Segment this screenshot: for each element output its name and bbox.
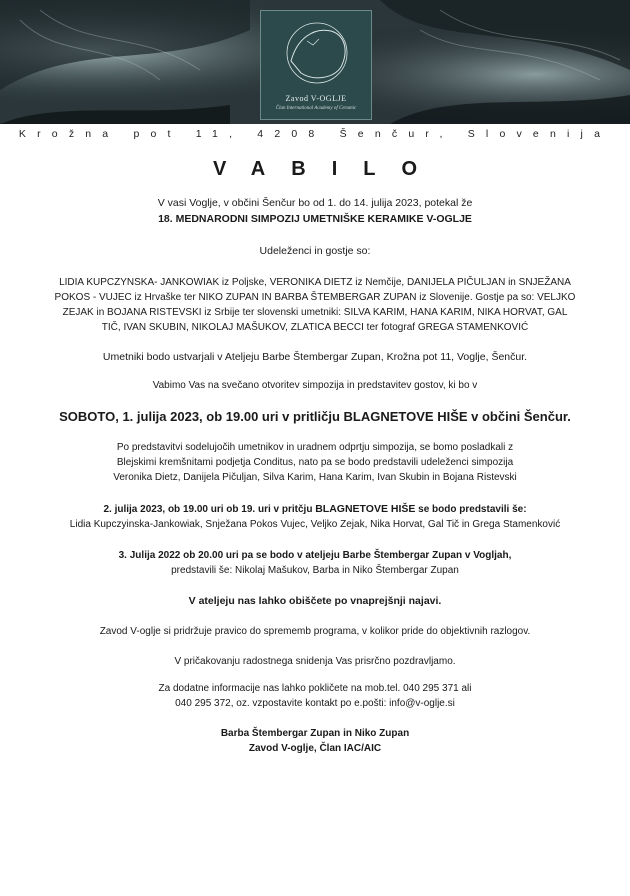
greeting: V pričakovanju radostnega snidenja Vas prisrčno pozdravljamo. [174,656,456,667]
address-line: Krožna pot 11, 4208 Šenčur, Slovenija [18,128,612,140]
day2-line-2: Lidia Kupczyinska-Jankowiak, Snježana Pokos Vujec, Veljko Zejak, Nika Horvat, Gal Tič in Grega Stamenković [69,519,561,530]
signature-line-2: Zavod V-oglje, Član IAC/AIC [248,743,382,754]
day2-venue: BLAGNETOVE HIŠE [315,503,416,515]
participants-line-2: POKOS - VUJEC iz Hrvaške ter NIKO ZUPAN IN BARBA ŠTEMBERGAR ZUPAN iz Slovenije. Gostje pa so: VELJKO [54,292,576,303]
day3-line-1: 3. Julija 2022 ob 20.00 uri pa se bodo v ateljeju Barbe Štembergar Zupan v Vogljah, [118,550,512,561]
day2-suffix: se bodo predstavili še: [415,504,527,515]
after-presentation-line-1: Po predstavitvi sodelujočih umetnikov in uradnem odprtju simpozija, se bomo posladkali z [116,442,514,453]
header-banner [0,0,630,124]
signature-line-1: Barba Štembergar Zupan in Niko Zupan [220,728,410,739]
rights-note: Zavod V-oglje si pridržuje pravico do sprememb programa, v kolikor pride do objektivnih razlogov. [99,626,531,637]
day2-date: 2. julija 2023, ob 19.00 uri ob 19. uri v pritčju [103,504,316,515]
zavod-v-oglje-logo [260,10,372,120]
atelier-info: Umetniki bodo ustvarjali v Ateljeju Barbe Štembergar Zupan, Krožna pot 11, Voglje, Šenčur. [102,351,528,363]
after-presentation-line-3: Veronika Dietz, Danijela Pičuljan, Silva Karim, Hana Karim, Ivan Skubin in Bojana Ristevski [113,472,517,483]
intro-line-1: V vasi Voglje, v občini Šenčur bo od 1. do 14. julija 2023, potekal že [157,197,473,209]
day2-line-1 [20,502,610,517]
participants-line-1: LIDIA KUPCZYNSKA- JANKOWIAK iz Poljske, VERONIKA DIETZ iz Nemčije, DANIJELA PIČULJAN in SNJEŽANA [59,277,571,288]
contact-line-2: 040 295 372, oz. vzpostavite kontakt po e.pošti: info@v-oglje.si [175,698,455,709]
logo-title: Zavod V-OGLJE [285,94,347,103]
logo-subtitle: Član International Academy of Ceramic [275,106,357,111]
intro-line-2: 18. MEDNARODNI SIMPOZIJ UMETNIŠKE KERAMIKE V-OGLJE [158,213,472,225]
invitation-text: Vabimo Vas na svečano otvoritev simpozija in predstavitev gostov, ki bo v [152,380,478,391]
after-presentation-line-2: Blejskimi kremšnitami podjetja Conditus, nato pa se bodo predstavili udeleženci simpozija [116,457,514,468]
document-title: VABILO [212,158,444,180]
participants-heading: Udeleženci in gostje so: [259,245,371,257]
contact-line-1: Za dodatne informacije nas lahko pokličete na mob.tel. 040 295 371 ali [158,683,472,694]
participants-line-4: TIČ, IVAN SKUBIN, NIKOLAJ MAŠUKOV, ZLATICA BECCI ter fotograf GREGA STAMENKOVIĆ [101,322,529,333]
visit-note: V ateljeju nas lahko obiščete po vnaprejšnji najavi. [188,595,442,607]
opening-event: SOBOTO, 1. julija 2023, ob 19.00 uri v pritličju BLAGNETOVE HIŠE v občini Šenčur. [59,409,571,424]
participants-line-3: ZEJAK in BOJANA RISTEVSKI iz Srbije ter slovenski umetniki: SILVA KARIM, HANA KARIM, NIKA HORVAT, GAL [62,307,568,318]
day3-line-2: predstavili še: Nikolaj Mašukov, Barba in Niko Štembergar Zupan [171,565,459,576]
